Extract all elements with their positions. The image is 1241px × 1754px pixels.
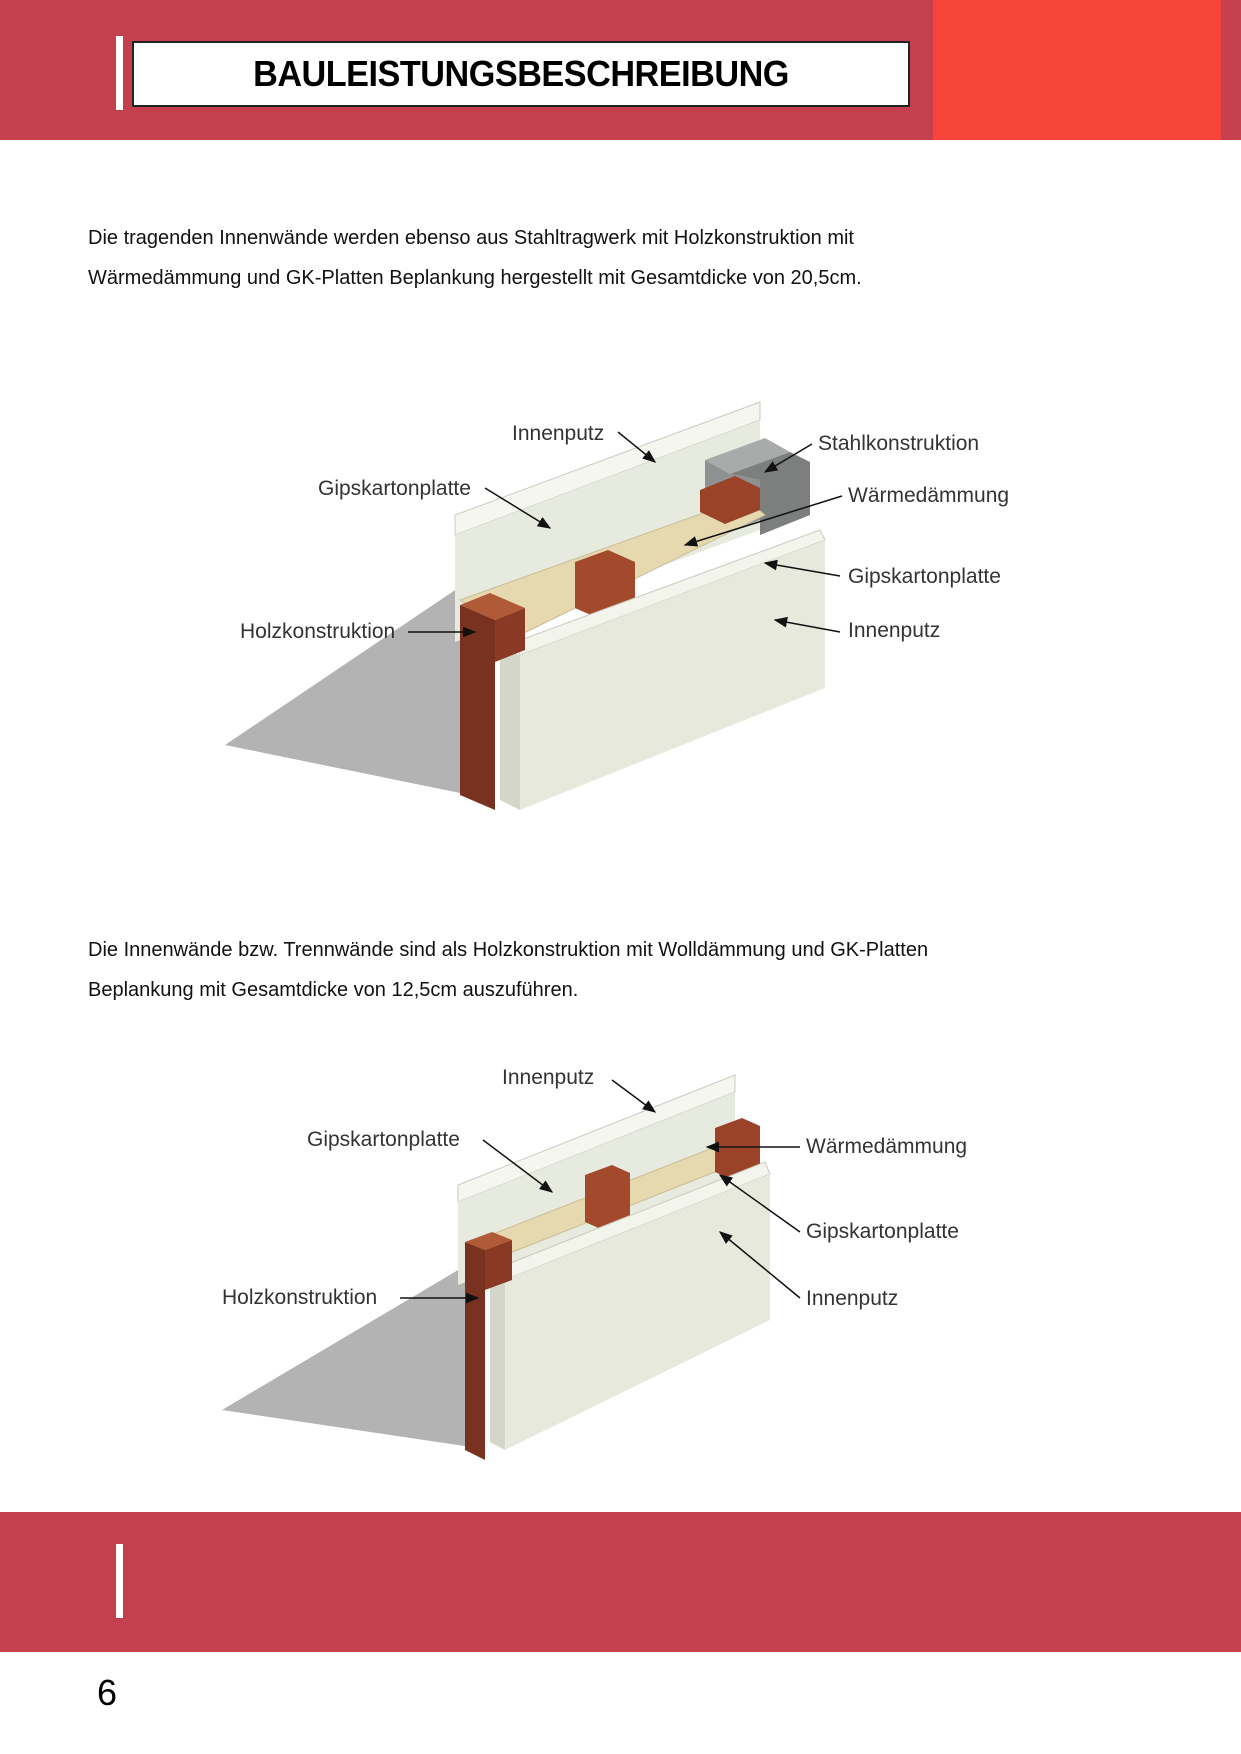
front-plaster-edge bbox=[500, 648, 520, 810]
section1-line2: Wärmedämmung und GK-Platten Beplankung hergestellt mit Gesamtdicke von 20,5cm. bbox=[88, 267, 862, 289]
label-waermedaemmung: Wärmedämmung bbox=[848, 484, 1010, 507]
section1-text bbox=[88, 218, 1088, 298]
wall-shadow bbox=[225, 580, 470, 795]
label-gipskartonplatte-left: Gipskartonplatte bbox=[318, 477, 471, 500]
label-innenputz-top: Innenputz bbox=[512, 422, 605, 445]
label-gipskartonplatte-right: Gipskartonplatte bbox=[848, 565, 1001, 588]
page-number: 6 bbox=[97, 1672, 118, 1713]
section2-text bbox=[88, 930, 1088, 1010]
wood-stud-front-side bbox=[460, 605, 495, 810]
label-innenputz-right-2: Innenputz bbox=[806, 1287, 899, 1310]
wall-diagram-1 bbox=[0, 380, 1241, 840]
arrow-innenputz-top-2 bbox=[612, 1080, 655, 1112]
header-bar-mark bbox=[116, 36, 123, 110]
wood-stud-front-side-2 bbox=[465, 1242, 485, 1460]
footer-band bbox=[0, 1512, 1241, 1652]
title-box bbox=[132, 41, 910, 107]
footer-bar-mark bbox=[116, 1544, 123, 1618]
label-holzkonstruktion: Holzkonstruktion bbox=[240, 620, 396, 643]
label-stahlkonstruktion: Stahlkonstruktion bbox=[818, 432, 980, 455]
header-accent-block bbox=[933, 0, 1221, 140]
section2-line1: Die Innenwände bzw. Trennwände sind als Holzkonstruktion mit Wolldämmung und GK-Platten bbox=[88, 939, 929, 961]
section1-line1: Die tragenden Innenwände werden ebenso aus Stahltragwerk mit Holzkonstruktion mit bbox=[88, 227, 854, 249]
label-innenputz-right: Innenputz bbox=[848, 619, 941, 642]
page-title: BAULEISTUNGSBESCHREIBUNG bbox=[253, 53, 789, 94]
section2-line2: Beplankung mit Gesamtdicke von 12,5cm auszuführen. bbox=[88, 979, 579, 1001]
label-gipskartonplatte-left-2: Gipskartonplatte bbox=[307, 1128, 460, 1151]
front-plaster-edge-2 bbox=[490, 1274, 505, 1450]
label-innenputz-top-2: Innenputz bbox=[502, 1066, 595, 1089]
label-holzkonstruktion-2: Holzkonstruktion bbox=[222, 1286, 378, 1309]
label-waermedaemmung-2: Wärmedämmung bbox=[806, 1135, 968, 1158]
label-gipskartonplatte-right-2: Gipskartonplatte bbox=[806, 1220, 959, 1243]
wall-diagram-2 bbox=[0, 1050, 1241, 1470]
